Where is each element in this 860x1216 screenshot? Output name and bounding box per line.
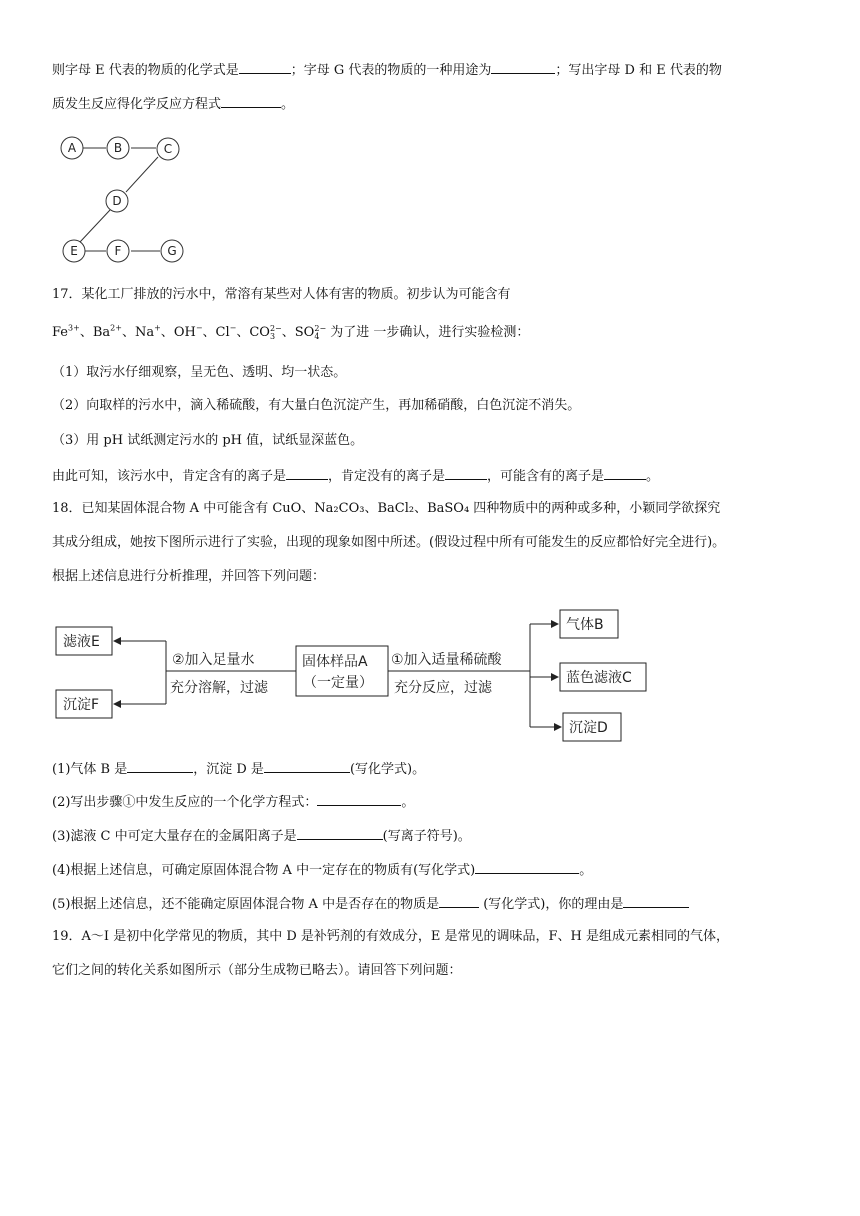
q18-line2: 其成分组成，她按下图所示进行了实验，出现的现象如图中所述。(假设过程中所有可能发生的反应都恰好完全进行)。 [52,535,726,550]
answer-blank[interactable] [439,893,479,908]
answer-blank[interactable] [491,59,555,74]
q16-text: ；写出字母 D 和 E 代表的物 [555,63,722,78]
node-f-label: F [114,244,122,258]
label-blue-filtrate-c: 蓝色滤液C [566,670,632,686]
q16-text: 。 [281,97,295,112]
label-sample-line1: 固体样品A [302,654,368,670]
q17-step3: （3）用 pH 试纸测定污水的 pH 值，试纸显深蓝色。 [52,433,364,448]
q17-ion-tail: 为了进 一步确认，进行实验检测： [330,325,530,340]
answer-blank[interactable] [297,825,383,840]
node-d-label: D [112,194,122,208]
ion-fe: $Fe^{3+}$ [52,323,80,340]
answer-blank[interactable] [127,758,193,773]
label-step2-top: ②加入足量水 [172,652,255,668]
label-precipitate-d: 沉淀D [569,720,608,736]
answer-blank[interactable] [264,758,350,773]
q18-line3: 根据上述信息进行分析推理，并回答下列问题： [52,569,326,584]
ion-oh: OH− [173,323,203,340]
answer-blank[interactable] [317,791,401,806]
q19-line2: 它们之间的转化关系如图所示（部分生成物已略去）。请回答下列问题： [52,963,462,978]
label-step1-bottom: 充分反应，过滤 [394,680,492,696]
label-precipitate-f: 沉淀F [63,697,100,713]
q17-ion-list: $Fe^{3+}$、$Ba^{2+}$、Na+、OH−、Cl−、CO 2− 3 、SO 2− 4 为了进 一步确认，进行实验检测： [52,323,530,341]
answer-blank[interactable] [239,59,291,74]
answer-blank[interactable] [221,93,281,108]
answer-blank[interactable] [475,859,579,874]
node-e-label: E [70,244,78,258]
label-step1-top: ①加入适量稀硫酸 [391,652,502,668]
answer-blank[interactable] [623,893,689,908]
ion-co3: CO 2− 3 [249,323,282,341]
q17-step1: （1）取污水仔细观察，呈无色、透明、均一状态。 [52,365,347,380]
ion-so4: SO 2− 4 [294,323,327,341]
label-gas-b: 气体B [566,617,604,633]
q16-node-diagram [52,130,202,270]
q18-sub1: (1)气体 B 是 ，沉淀 D 是 (写化学式)。 [52,758,425,780]
q17-step2: （2）向取样的污水中，滴入稀硫酸，有大量白色沉淀产生，再加稀硝酸，白色沉淀不消失。 [52,398,581,413]
node-c-label: C [163,142,173,156]
ion-na: Na+ [134,323,161,340]
label-filtrate-e: 滤液E [63,634,100,650]
q18-sub3: (3)滤液 C 中可定大量存在的金属阳离子是 (写离子符号)。 [52,825,471,847]
q16-line1 [52,59,722,81]
q17-intro: 17．某化工厂排放的污水中，常溶有某些对人体有害的物质。初步认为可能含有 [52,287,511,302]
answer-blank[interactable] [286,465,328,480]
node-a-label: A [67,141,77,155]
q16-line2 [52,93,294,115]
answer-blank[interactable] [445,465,487,480]
q16-text: 质发生反应得化学反应方程式 [52,97,222,112]
node-b-label: B [113,141,123,155]
label-step2-bottom: 充分溶解，过滤 [170,680,268,696]
q17-conclusion: 由此可知，该污水中，肯定含有的离子是 ，肯定没有的离子是 ，可能含有的离子是 。 [52,465,659,487]
q18-line1: 18．已知某固体混合物 A 中可能含有 CuO、Na₂CO₃、BaCl₂、BaSO₄ 四种物质中的两种或多种，小颖同学欲探究 [52,501,721,516]
node-g-label: G [167,244,177,258]
answer-blank[interactable] [604,465,646,480]
q18-sub5: (5)根据上述信息，还不能确定原固体混合物 A 中是否存在的物质是 (写化学式)，你的理由是 [52,893,689,915]
q16-text: ；字母 G 代表的物质的一种用途为 [290,63,492,78]
ion-cl: Cl− [215,323,237,340]
label-sample-line2: （一定量） [303,675,373,691]
q18-flow-diagram [0,600,860,750]
ion-ba: $Ba^{2+}$ [92,323,122,340]
q19-line1: 19．A～I 是初中化学常见的物质，其中 D 是补钙剂的有效成分，E 是常见的调味品，F、H 是组成元素相同的气体， [52,929,729,944]
q18-sub2: (2)写出步骤①中发生反应的一个化学方程式： 。 [52,791,414,813]
q18-sub4: (4)根据上述信息，可确定原固体混合物 A 中一定存在的物质有(写化学式) 。 [52,859,592,881]
q16-text: 则字母 E 代表的物质的化学式是 [52,63,239,78]
